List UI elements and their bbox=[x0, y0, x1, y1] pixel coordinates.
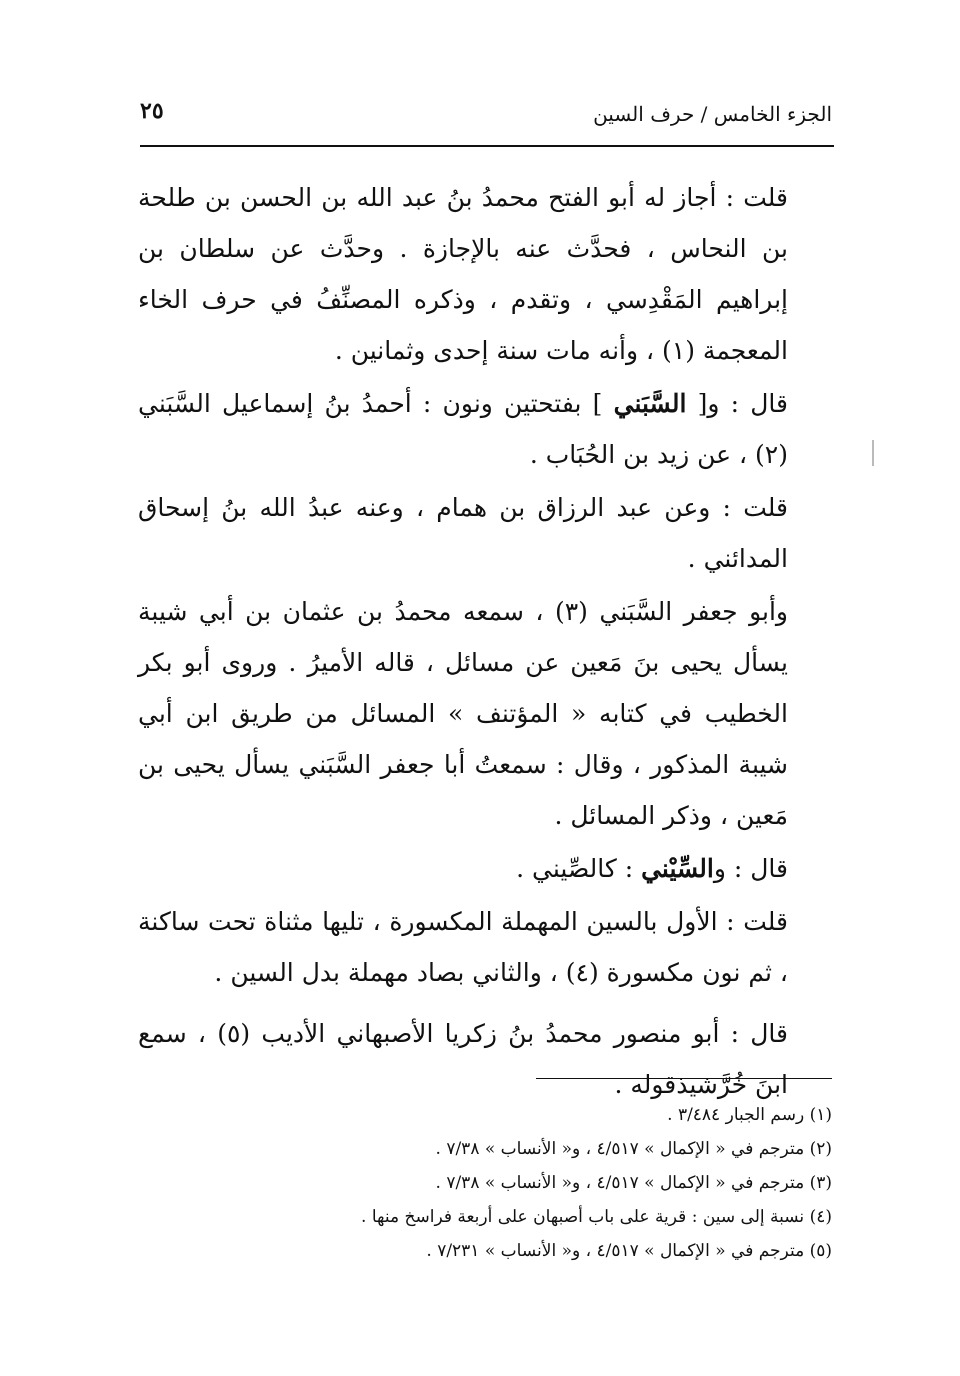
paragraph-6: قلت : الأول بالسين المهملة المكسورة ، تليها مثناة تحت ساكنة ، ثم نون مكسورة (٤) ، والثاني بصاد مهملة بدل السين . bbox=[138, 907, 788, 987]
entry-term-sini: السِّيْني bbox=[641, 854, 714, 883]
footnote-2: (٢) مترجم في « الإكمال » ٤/٥١٧ ، و« الأنساب » ٧/٣٨ . bbox=[435, 1139, 832, 1159]
paragraph-2 bbox=[138, 378, 832, 480]
page-number: ٢٥ bbox=[140, 98, 164, 124]
footnotes bbox=[200, 1098, 832, 1268]
paragraph-7: قال : أبو منصور محمدُ بنُ زكريا الأصبهاني الأديب (٥) ، سمع ابنَ خُرَّشيذقوله . bbox=[138, 1019, 788, 1099]
footnote-4: (٤) نسبة إلى سين : قرية على باب أصبهان على أربعة فراسخ منها . bbox=[361, 1207, 832, 1227]
footnote-3: (٣) مترجم في « الإكمال » ٤/٥١٧ ، و« الأنساب » ٧/٣٨ . bbox=[435, 1173, 832, 1193]
paragraph-3: قلت : وعن عبد الرزاق بن همام ، وعنه عبدُ الله بنُ إسحاق المدائني . bbox=[138, 493, 788, 573]
header-rule bbox=[140, 145, 834, 147]
running-title: الجزء الخامس / حرف السين bbox=[593, 102, 832, 126]
paragraph-5 bbox=[138, 843, 832, 894]
footnote-5: (٥) مترجم في « الإكمال » ٤/٥١٧ ، و« الأنساب » ٧/٢٣١ . bbox=[426, 1241, 832, 1261]
paragraph-5-lead: قال : و bbox=[713, 854, 788, 883]
paragraph-4: وأبو جعفر السَّبَني (٣) ، سمعه محمدُ بن عثمان بن أبي شيبة يسأل يحيى بنَ مَعين عن مسائل ، قاله الأميرُ . وروى أبو بكر الخطيب في كتابه « المؤتنف » المسائل من طريق ابن أبي شيبة المذكور ، وقال : سمعتُ أبا جعفر السَّبَني يسأل يحيى بن مَعين ، وذكر المسائل . bbox=[138, 597, 788, 830]
paragraph-2-lead: قال : و[ bbox=[686, 389, 788, 418]
footnote-rule bbox=[536, 1078, 832, 1079]
paragraph-2-rest: ] بفتحتين ونون : أحمدُ بنُ إسماعيل السَّبَني (٢) ، عن زيد بن الحُبَاب . bbox=[138, 389, 788, 469]
footnote-1: (١) رسم الجبار ٣/٤٨٤ . bbox=[667, 1105, 832, 1125]
paragraph-1: قلت : أجاز له أبو الفتح محمدُ بنُ عبد الله بن الحسن بن طلحة بن النحاس ، فحدَّث عنه بالإجازة . وحدَّث عن سلطان بن إبراهيم المَقْدِسي ، وتقدم ، وذكره المصنِّفُ في حرف الخاء المعجمة (١) ، وأنه مات سنة إحدى وثمانين . bbox=[138, 183, 788, 365]
margin-mark bbox=[872, 440, 874, 466]
paragraph-5-rest: : كالصِّيني . bbox=[516, 854, 642, 883]
running-header bbox=[140, 96, 832, 136]
entry-term-sabani: السَّبَني bbox=[613, 389, 687, 418]
main-text bbox=[138, 172, 832, 1112]
